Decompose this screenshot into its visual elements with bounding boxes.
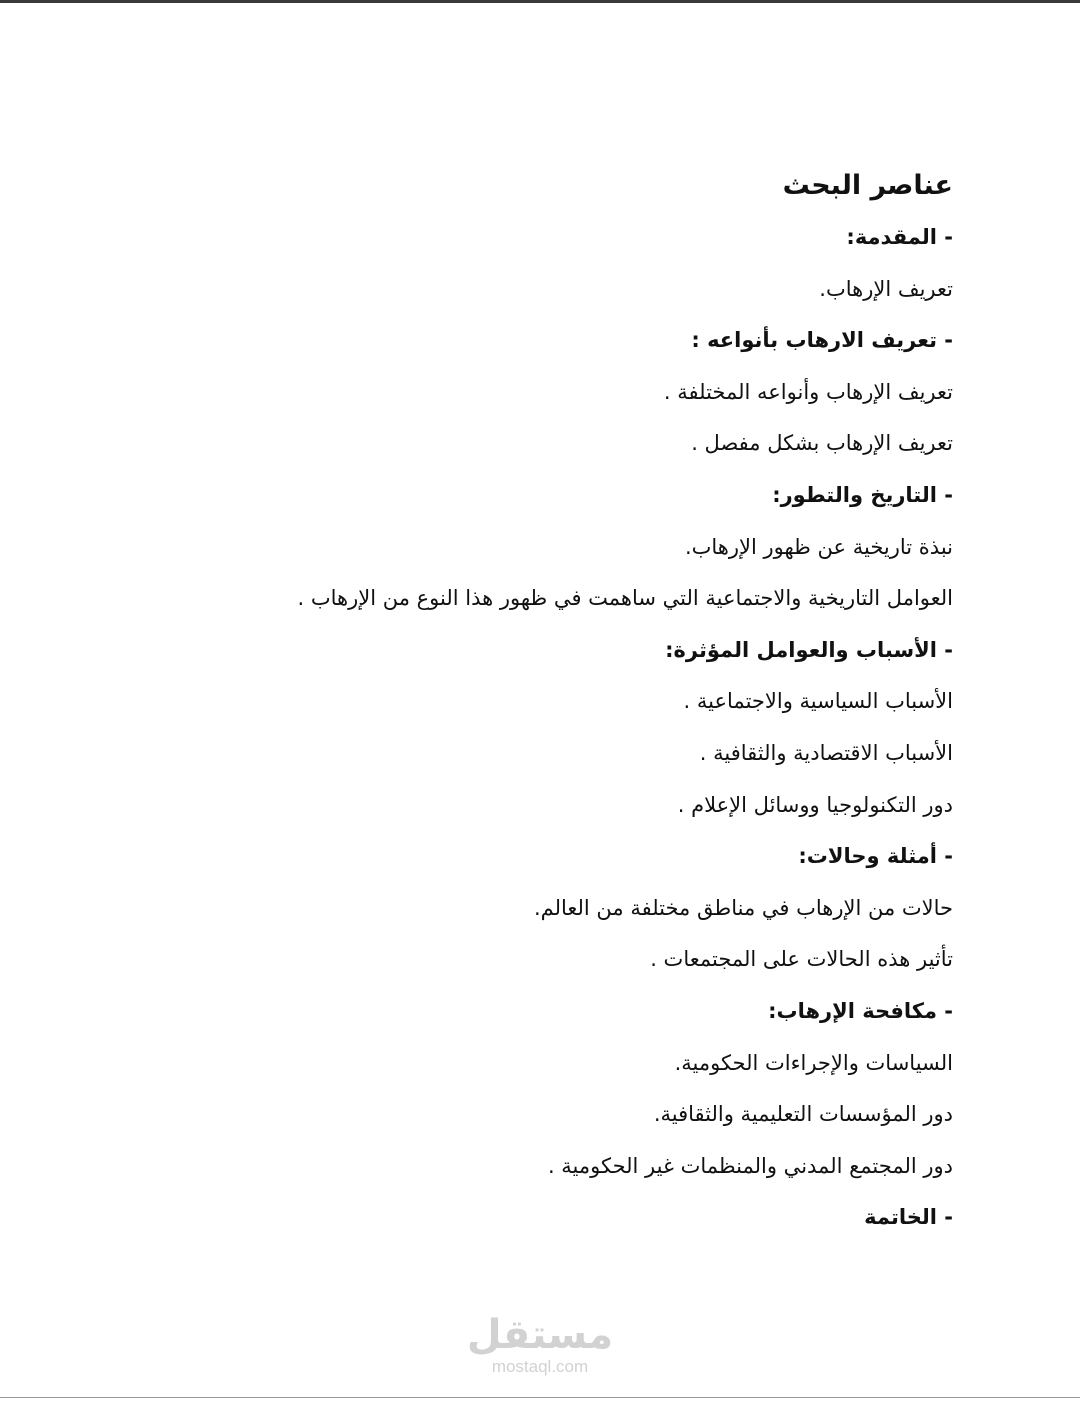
section-heading: - الخاتمة [864, 1205, 953, 1230]
document-title: عناصر البحث [782, 170, 953, 201]
section-heading: - الأسباب والعوامل المؤثرة: [665, 637, 953, 662]
outline-item: تعريف الإرهاب. [819, 276, 953, 301]
bottom-border [0, 1397, 1080, 1398]
section-heading: - مكافحة الإرهاب: [768, 998, 953, 1023]
outline-item: تعريف الإرهاب وأنواعه المختلفة . [663, 379, 953, 404]
outline-list [153, 212, 953, 1244]
outline-item: نبذة تاريخية عن ظهور الإرهاب. [684, 534, 953, 559]
top-border [0, 0, 1080, 3]
watermark-logo: مستقل [466, 1312, 614, 1358]
watermark [440, 1313, 640, 1377]
outline-item: تأثير هذه الحالات على المجتمعات . [650, 947, 953, 972]
outline-item: العوامل التاريخية والاجتماعية التي ساهمت في ظهور هذا النوع من الإرهاب . [297, 586, 953, 611]
section-heading: - أمثلة وحالات: [798, 844, 953, 869]
outline-item: الأسباب السياسية والاجتماعية . [683, 689, 953, 714]
document-page [153, 160, 953, 1244]
section-heading: - التاريخ والتطور: [772, 482, 953, 507]
section-heading: - تعريف الارهاب بأنواعه : [691, 328, 953, 353]
outline-item: الأسباب الاقتصادية والثقافية . [699, 740, 953, 765]
watermark-url: mostaql.com [491, 1357, 589, 1376]
outline-item: دور المؤسسات التعليمية والثقافية. [653, 1102, 953, 1127]
outline-item: دور المجتمع المدني والمنظمات غير الحكومية . [547, 1153, 953, 1178]
outline-item: حالات من الإرهاب في مناطق مختلفة من العالم. [533, 895, 953, 920]
outline-item: السياسات والإجراءات الحكومية. [674, 1050, 953, 1075]
section-heading: - المقدمة: [846, 225, 953, 249]
outline-item: دور التكنولوجيا ووسائل الإعلام . [677, 792, 953, 817]
outline-item: تعريف الإرهاب بشكل مفصل . [691, 431, 953, 456]
